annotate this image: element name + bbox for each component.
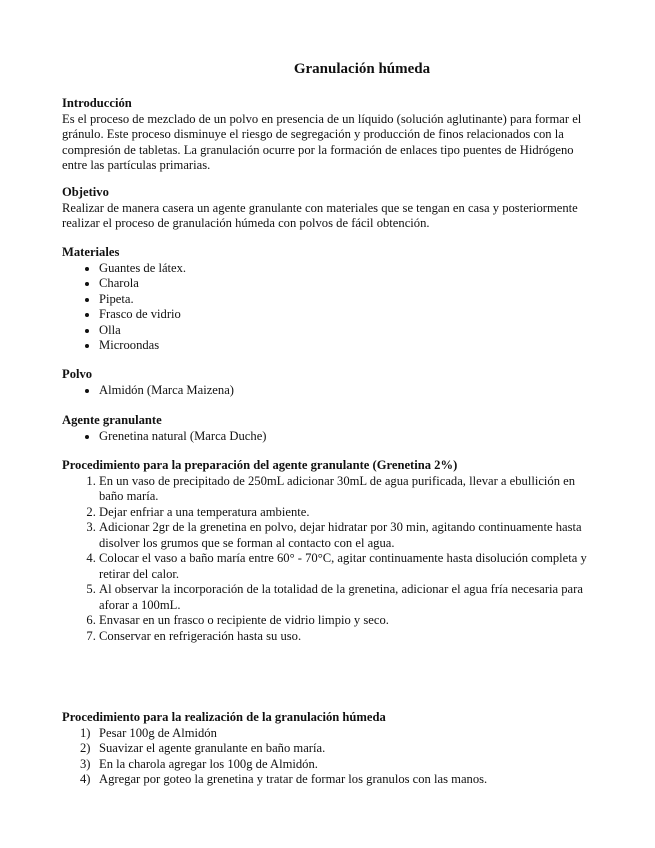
section-heading: Procedimiento para la realización de la granulación húmeda [62, 710, 386, 724]
section-heading: Agente granulante [62, 413, 162, 427]
list-item: En la charola agregar los 100g de Almidón. [99, 756, 318, 771]
section-introduccion [62, 96, 592, 174]
list-item: 3. Adicionar 2gr de la grenetina en polvo, dejar hidratar por 30 min, agitando continuamente hasta disolver los grumos que se forman al contacto con el agua. [99, 520, 592, 551]
section-heading: Polvo [62, 367, 93, 381]
section-heading: Introducción [62, 96, 132, 110]
list-item: Pesar 100g de Almidón [99, 725, 217, 740]
section-heading: Objetivo [62, 185, 109, 199]
list-item: 5. Al observar la incorporación de la totalidad de la grenetina, adicionar el agua fría necesaria para aforar a 100mL. [99, 582, 592, 613]
section-text: Es el proceso de mezclado de un polvo en presencia de un líquido (solución aglutinante) para formar el gránulo. Este proceso disminuye el riesgo de segregación y producción de finos relacionados con la compresión de tabletas. La granulación ocurre por la formación de enlaces tipo puentes de Hidrógeno entre las partículas primarias. [62, 111, 582, 172]
list-item: 7. Conservar en refrigeración hasta su uso. [99, 629, 592, 645]
section-text: Realizar de manera casera un agente granulante con materiales que se tengan en casa y posteriormente realizar el proceso de granulación húmeda con polvos de fácil obtención. [62, 200, 578, 230]
list-item: • Grenetina natural (Marca Duche) [99, 429, 592, 445]
document-title: Granulación húmeda [293, 61, 431, 77]
section-agente [62, 413, 592, 444]
list-item: Suavizar el agente granulante en baño maría. [99, 741, 326, 755]
list-item: 1. En un vaso de precipitado de 250mL adicionar 30mL de agua purificada, llevar a ebullición en baño maría. [99, 474, 592, 505]
materials-list [62, 261, 592, 354]
list-item: Agregar por goteo la grenetina y tratar de formar los granulos con las manos. [99, 772, 488, 786]
section-materiales [62, 245, 592, 354]
list-item: • Olla [99, 323, 592, 339]
section-polvo [62, 367, 592, 398]
list-item: • Microondas [99, 338, 592, 354]
polvo-list [62, 383, 592, 399]
procedure-list [62, 726, 592, 788]
section-procedimiento-granulacion [62, 710, 592, 788]
list-item: 2. Dejar enfriar a una temperatura ambiente. [99, 505, 592, 521]
section-objetivo [62, 185, 592, 232]
section-procedimiento-agente [62, 458, 592, 644]
list-item: • Guantes de látex. [99, 261, 592, 277]
list-item: • Pipeta. [99, 292, 592, 308]
list-item: 6. Envasar en un frasco o recipiente de vidrio limpio y seco. [99, 613, 592, 629]
section-heading: Procedimiento para la preparación del agente granulante (Grenetina 2%) [62, 458, 458, 472]
list-item: • Frasco de vidrio [99, 307, 592, 323]
list-item: • Almidón (Marca Maizena) [99, 383, 592, 399]
agente-list [62, 429, 592, 445]
section-heading: Materiales [62, 245, 120, 259]
list-item: • Charola [99, 276, 592, 292]
procedure-list [62, 474, 592, 645]
list-item: 4. Colocar el vaso a baño maría entre 60° - 70°C, agitar continuamente hasta disolución completa y retirar del calor. [99, 551, 592, 582]
